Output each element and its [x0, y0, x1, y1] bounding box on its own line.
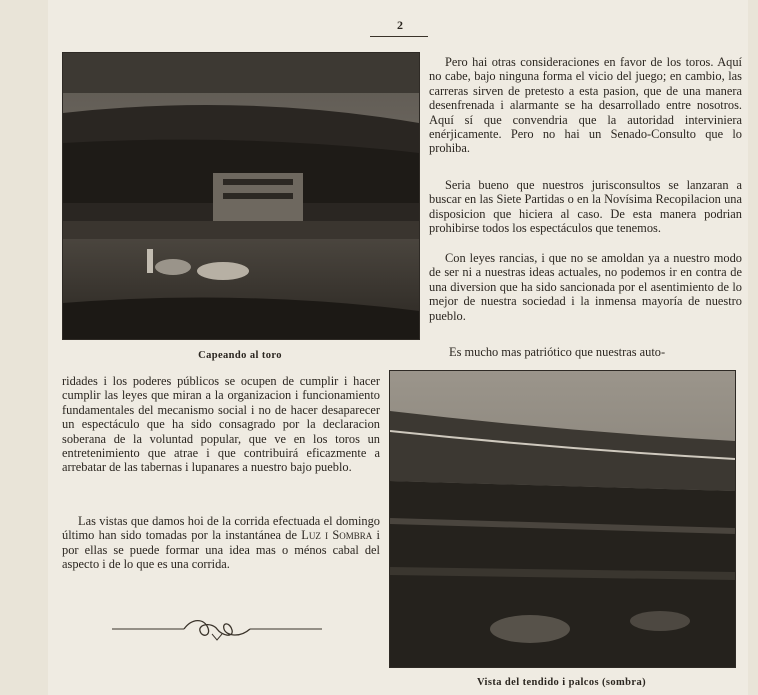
photo-caption-top: Capeando al toro	[198, 350, 282, 361]
paragraph: Es mucho mas patriótico que nuestras auto-	[449, 345, 666, 359]
publication-name: Luz i Sombra	[301, 528, 373, 543]
page-number: 2	[397, 18, 403, 32]
photo-caption-bottom: Vista del tendido i palcos (sombra)	[476, 677, 647, 688]
stands-photo-image	[390, 371, 735, 667]
paragraph	[62, 514, 380, 572]
paragraph: ridades i los poderes públicos se ocupen de cumplir i hacer cumplir las leyes que miran a la organizacion i funcionamiento fundamentales del mecanismo social i no de hacer desaparecer un espectáculo que ha sido consagrado por la declaracion soberana de la voluntad popular, que ve en los toros un entretenimiento que atrae i que contribuirá eficazmente a arrebatar de las tabernas i lupanares a nuestro bajo pueblo.	[62, 374, 380, 475]
paragraph: Pero hai otras consideraciones en favor de los toros. Aquí no cabe, bajo ninguna forma el vicio del juego; en cambio, las carreras sirven de pretesto a esta pasion, que de una manera desenfrenada i alarmante se ha desarrollado entre nosotros. Aquí sí que convendria que la autoridad interviniera enérjicamente. Pero no hai un Senado-Consulto que lo prohiba.	[429, 55, 742, 156]
paragraph: Seria bueno que nuestros jurisconsultos se lanzaran a buscar en las Siete Partidas o en la Novísima Recopilacion una disposicion que hiciera al caso. De esta manera podrian prohibirse todos los espectáculos que tenemos.	[429, 178, 742, 236]
bullfight-photo	[62, 52, 420, 340]
header-rule	[370, 36, 428, 37]
paragraph: Con leyes rancias, i que no se amoldan ya a nuestro modo de ser ni a nuestras ideas actuales, no podemos ir en contra de una diversion que ha sido sancionada por el asentimiento de lo mejor de nuestra sociedad i la inmensa mayoría de nuestro pueblo.	[429, 251, 742, 323]
bullfight-photo-image	[63, 53, 419, 339]
flourish-icon	[112, 616, 322, 642]
paragraph-text: Las vistas que damos hoi de la corrida efectuada el domingo último han sido tomadas por la instantánea de	[62, 514, 380, 543]
paragraph-text: i por ellas se puede formar una idea mas o ménos cabal del aspecto i de lo que es una corrida.	[62, 528, 380, 572]
ornament-divider	[112, 616, 322, 642]
stands-photo	[389, 370, 736, 668]
